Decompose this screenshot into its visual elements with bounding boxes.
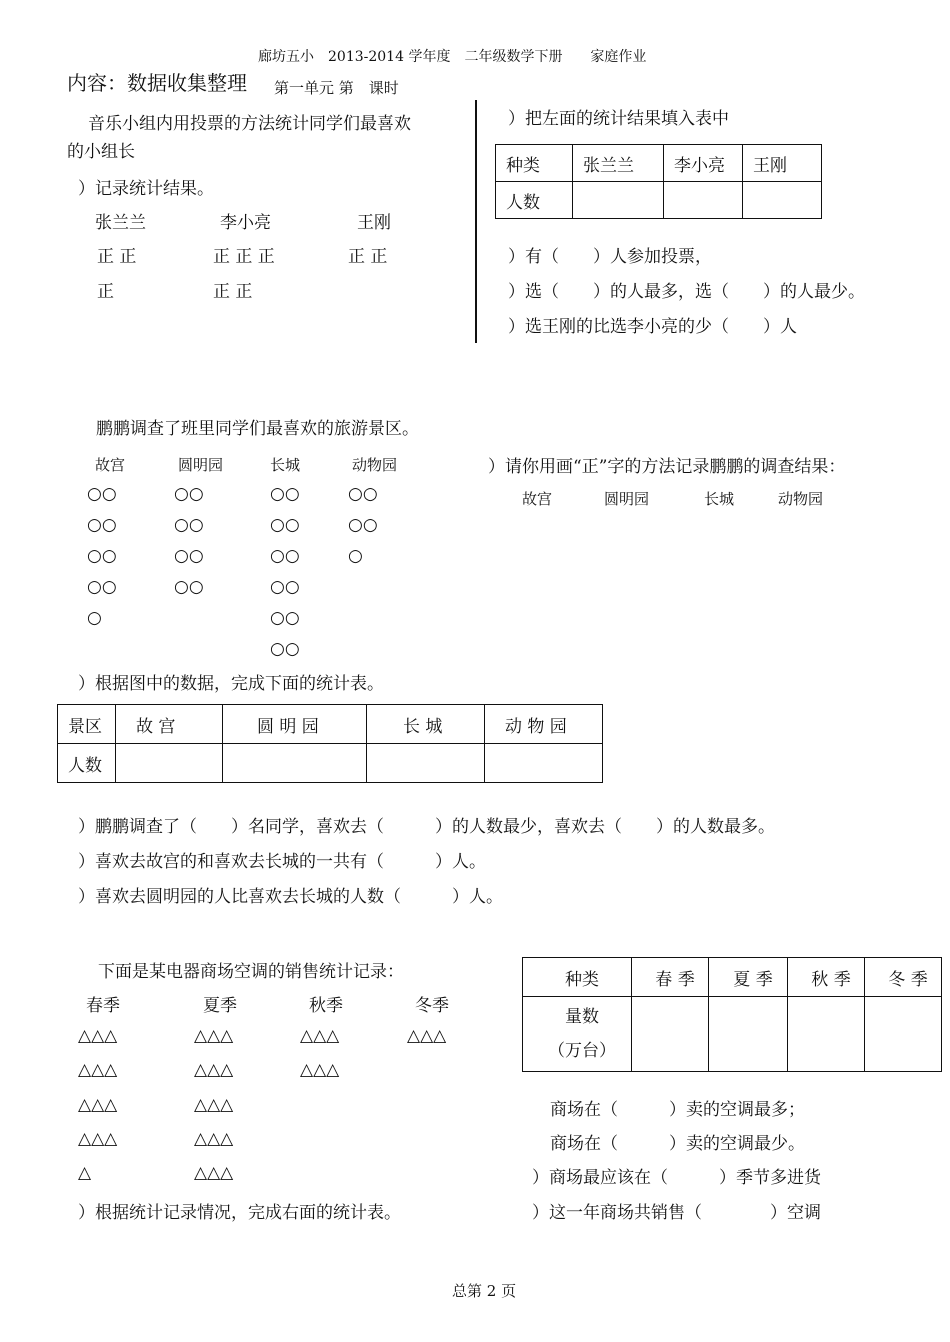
- s2-answer-cell[interactable]: [223, 744, 367, 783]
- s2-circle-mark: ○○: [87, 546, 117, 566]
- s1-table-header: 王刚: [743, 145, 822, 182]
- s2-table-header: 圆 明 园: [223, 705, 367, 744]
- s2-question-right: ）请你用画“正”字的方法记录鹏鹏的调查结果：: [488, 457, 846, 477]
- s3-triangle-mark: △△△: [194, 1163, 234, 1183]
- s2-circle-mark: ○○: [87, 484, 117, 504]
- s1-table-header: 张兰兰: [573, 145, 664, 182]
- s2-circle-mark: ○: [348, 546, 363, 566]
- lesson-label: 第一单元 第 课时: [274, 79, 399, 97]
- s1-question-2: ）把左面的统计结果填入表中: [508, 109, 729, 129]
- s3-table-header: 冬 季: [865, 958, 942, 997]
- s1-tally-zhang-1: 正 正: [97, 247, 137, 267]
- s3-row-label-quantity: 量数: [565, 1007, 599, 1027]
- s2-scenic-table: [57, 704, 603, 783]
- page-footer: 总第 2 页: [452, 1282, 517, 1300]
- s3-intro: 下面是某电器商场空调的销售统计记录：: [98, 962, 404, 982]
- s3-season-label: 秋季: [309, 996, 343, 1016]
- s2-question-1: ）鹏鹏调查了（ ）名同学，喜欢去（ ）的人数最少，喜欢去（ ）的人数最多。: [78, 817, 775, 837]
- s2-circle-mark: ○○: [174, 577, 204, 597]
- s2-circle-mark: ○○: [270, 577, 300, 597]
- s2-circle-mark: ○: [87, 608, 102, 628]
- s2-intro: 鹏鹏调查了班里同学们最喜欢的旅游景区。: [96, 419, 419, 439]
- s2-circle-mark: ○○: [348, 515, 378, 535]
- s3-table-row-label: [523, 997, 632, 1072]
- s3-season-label: 冬季: [415, 996, 449, 1016]
- s1-name-zhang: 张兰兰: [95, 213, 146, 233]
- s1-tally-li-2: 正 正: [213, 282, 253, 302]
- s2-place-label-right: 动物园: [778, 490, 824, 508]
- s3-triangle-mark: △△△: [194, 1129, 234, 1149]
- s2-table-header: 动 物 园: [485, 705, 603, 744]
- s1-intro-line1: 音乐小组内用投票的方法统计同学们最喜欢: [88, 114, 411, 134]
- s3-triangle-mark: △△△: [78, 1026, 118, 1046]
- column-divider: [475, 100, 477, 343]
- s1-question-4: ）选（ ）的人最多，选（ ）的人最少。: [508, 282, 865, 302]
- s2-circle-mark: ○○: [270, 608, 300, 628]
- s3-row-label-unit: （万台）: [548, 1041, 616, 1061]
- s3-table-header: 夏 季: [709, 958, 788, 997]
- s2-circle-mark: ○○: [270, 546, 300, 566]
- s3-triangle-mark: △△△: [78, 1060, 118, 1080]
- s2-place-label-right: 长城: [704, 490, 735, 508]
- s3-table-header: 秋 季: [788, 958, 865, 997]
- topic-title: 内容：数据收集整理: [67, 71, 247, 95]
- s1-tally-li-1: 正 正 正: [213, 247, 275, 267]
- s1-intro-line2: 的小组长: [67, 142, 135, 162]
- s1-table-row-label: 人数: [496, 182, 573, 219]
- s2-table-header: 长 城: [367, 705, 485, 744]
- s2-table-header: 景区: [58, 705, 116, 744]
- s1-table-header: 李小亮: [664, 145, 743, 182]
- s2-answer-cell[interactable]: [367, 744, 485, 783]
- s2-table-row-label: 人数: [58, 744, 116, 783]
- s2-place-label-right: 圆明园: [604, 490, 650, 508]
- s1-answer-cell[interactable]: [573, 182, 664, 219]
- s2-question-2: ）喜欢去故宫的和喜欢去长城的一共有（ ）人。: [78, 852, 486, 872]
- s1-name-wang: 王刚: [357, 213, 391, 233]
- s3-table-header: 春 季: [632, 958, 709, 997]
- s2-circle-mark: ○○: [174, 484, 204, 504]
- s2-circle-mark: ○○: [174, 515, 204, 535]
- s2-place-label: 故宫: [95, 456, 126, 474]
- s2-circle-mark: ○○: [174, 546, 204, 566]
- s1-tally-wang-1: 正 正: [348, 247, 388, 267]
- s1-question-5: ）选王刚的比选李小亮的少（ ）人: [508, 317, 797, 337]
- s1-name-li: 李小亮: [220, 213, 271, 233]
- s3-sales-table: [522, 957, 942, 1072]
- s2-question-table: ）根据图中的数据，完成下面的统计表。: [78, 674, 384, 694]
- s2-circle-mark: ○○: [348, 484, 378, 504]
- s3-triangle-mark: △△△: [78, 1095, 118, 1115]
- s2-answer-cell[interactable]: [485, 744, 603, 783]
- s2-table-header: 故 宫: [116, 705, 223, 744]
- s3-table-header: 种类: [523, 958, 632, 997]
- s3-triangle-mark: △△△: [194, 1060, 234, 1080]
- s3-question-table: ）根据统计记录情况，完成右面的统计表。: [78, 1203, 401, 1223]
- s3-triangle-mark: △△△: [300, 1060, 340, 1080]
- s2-place-label: 动物园: [352, 456, 398, 474]
- s1-question-3: ）有（ ）人参加投票，: [508, 247, 712, 267]
- s3-answer-cell[interactable]: [865, 997, 942, 1072]
- s2-place-label: 圆明园: [178, 456, 224, 474]
- s2-circle-mark: ○○: [270, 515, 300, 535]
- s2-circle-mark: ○○: [270, 484, 300, 504]
- s2-place-label-right: 故宫: [522, 490, 553, 508]
- s2-place-label: 长城: [270, 456, 301, 474]
- s3-triangle-mark: △: [78, 1163, 92, 1183]
- s1-table-header: 种类: [496, 145, 573, 182]
- s3-triangle-mark: △△△: [407, 1026, 447, 1046]
- s1-answer-cell[interactable]: [743, 182, 822, 219]
- s3-question-2: 商场在（ ）卖的空调最少。: [550, 1134, 805, 1154]
- s2-answer-cell[interactable]: [116, 744, 223, 783]
- s3-season-label: 夏季: [203, 996, 237, 1016]
- s3-question-4: ）这一年商场共销售（ ）空调: [532, 1203, 821, 1223]
- s1-vote-table: [495, 144, 822, 219]
- s3-triangle-mark: △△△: [78, 1129, 118, 1149]
- s2-question-3: ）喜欢去圆明园的人比喜欢去长城的人数（ ）人。: [78, 887, 503, 907]
- s3-answer-cell[interactable]: [788, 997, 865, 1072]
- s1-tally-zhang-2: 正: [97, 282, 114, 302]
- page-header: 廊坊五小 2013-2014 学年度 二年级数学下册 家庭作业: [258, 49, 647, 65]
- s3-triangle-mark: △△△: [194, 1095, 234, 1115]
- s3-answer-cell[interactable]: [709, 997, 788, 1072]
- s1-question-1: ）记录统计结果。: [78, 179, 214, 199]
- s2-circle-mark: ○○: [87, 577, 117, 597]
- s3-triangle-mark: △△△: [300, 1026, 340, 1046]
- s3-question-1: 商场在（ ）卖的空调最多；: [550, 1100, 805, 1120]
- s2-circle-mark: ○○: [87, 515, 117, 535]
- s3-question-3: ）商场最应该在（ ）季节多进货: [532, 1168, 821, 1188]
- s3-answer-cell[interactable]: [632, 997, 709, 1072]
- s2-circle-mark: ○○: [270, 639, 300, 659]
- s3-season-label: 春季: [86, 996, 120, 1016]
- s3-triangle-mark: △△△: [194, 1026, 234, 1046]
- s1-answer-cell[interactable]: [664, 182, 743, 219]
